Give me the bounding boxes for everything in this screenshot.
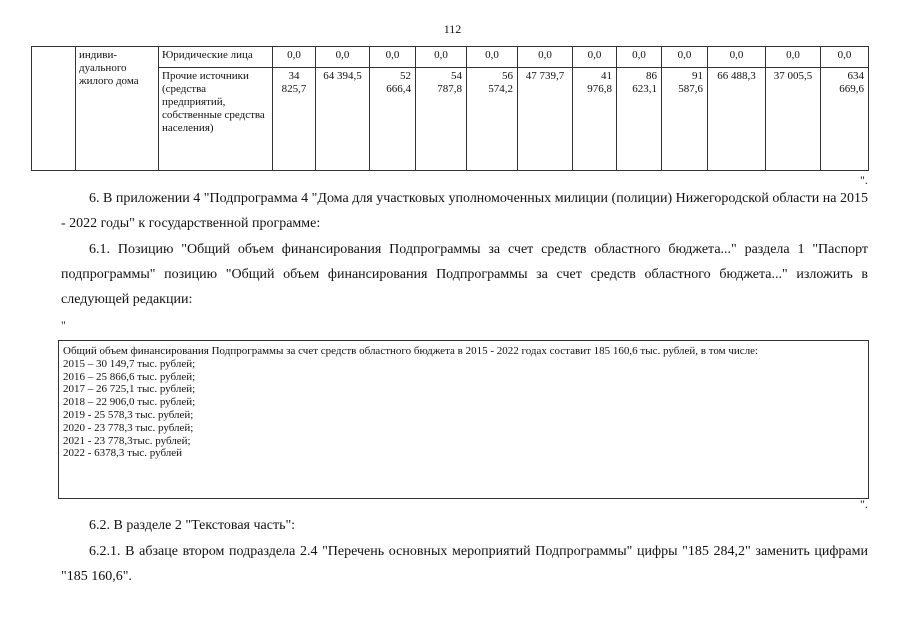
paragraph-6-1: 6.1. Позицию "Общий объем финансирования Подпрограммы за счет средств областного бюджета..." раздела 1 "Паспорт подпрограммы" позицию "Общий объем финансирования Подпрограммы за счет средств областного бюджета..." изложить в следующей редакции:	[61, 242, 868, 307]
year-line: 2017 – 26 725,1 тыс. рублей;	[63, 383, 196, 396]
value-cell: 54 787,8	[416, 68, 467, 171]
value-cell: 0,0	[273, 47, 316, 68]
value-cell: 47 739,7	[518, 68, 573, 171]
year-line: 2022 - 6378,3 тыс. рублей	[63, 447, 183, 460]
year-line: 2020 - 23 778,3 тыс. рублей;	[63, 421, 194, 434]
table-row	[32, 47, 869, 68]
paragraph-6-2-1: 6.2.1. В абзаце втором подраздела 2.4 "Перечень основных мероприятий Подпрограммы" цифры "185 284,2" заменить цифрами "185 160,6".	[61, 544, 868, 584]
value-cell: 86 623,1	[617, 68, 662, 171]
value-cell: 34 825,7	[273, 68, 316, 171]
value-cell: 64 394,5	[316, 68, 370, 171]
value-cell: 0,0	[316, 47, 370, 68]
year-line: 2018 – 22 906,0 тыс. рублей;	[63, 396, 196, 409]
year-line: 2021 - 23 778,3тыс. рублей;	[63, 434, 191, 447]
value-cell: 0,0	[708, 47, 766, 68]
value-cell: 41 976,8	[573, 68, 617, 171]
value-cell: 0,0	[416, 47, 467, 68]
page-number: 112	[443, 22, 462, 36]
value-cell: 91 587,6	[662, 68, 708, 171]
value-cell: 56 574,2	[467, 68, 518, 171]
value-cell: 0,0	[617, 47, 662, 68]
value-cell: 66 488,3	[708, 68, 766, 171]
source-label: Прочие источники (средства предприятий, собственные средства населения)	[159, 68, 273, 171]
closing-quote: ".	[860, 497, 868, 511]
financing-table	[31, 46, 869, 171]
value-cell: 0,0	[821, 47, 869, 68]
financing-box	[58, 340, 869, 499]
value-cell: 0,0	[662, 47, 708, 68]
value-cell: 634 669,6	[821, 68, 869, 171]
box-intro: Общий объем финансирования Подпрограммы за счет средств областного бюджета в 2015 - 2022 годах составит 185 160,6 тыс. рублей, в том числе:	[63, 345, 759, 357]
year-line: 2016 – 25 866,6 тыс. рублей;	[63, 370, 196, 383]
group-label: индиви- дуального жилого дома	[76, 47, 159, 171]
value-cell: 0,0	[766, 47, 821, 68]
opening-quote: "	[61, 318, 66, 332]
value-cell: 0,0	[467, 47, 518, 68]
value-cell: 37 005,5	[766, 68, 821, 171]
year-line: 2019 - 25 578,3 тыс. рублей;	[63, 408, 194, 421]
value-cell: 0,0	[370, 47, 416, 68]
paragraph-6-2: 6.2. В разделе 2 "Текстовая часть":	[89, 518, 296, 533]
value-cell: 0,0	[573, 47, 617, 68]
value-cell: 0,0	[518, 47, 573, 68]
source-label: Юридические лица	[159, 47, 273, 68]
value-cell: 52 666,4	[370, 68, 416, 171]
empty-cell	[32, 47, 76, 171]
year-line: 2015 – 30 149,7 тыс. рублей;	[63, 357, 196, 370]
closing-quote: ".	[860, 173, 868, 187]
paragraph-6: 6. В приложении 4 "Подпрограмма 4 "Дома для участковых уполномоченных милиции (полиции) Нижегородской области на 2015 - 2022 годы" к государственной программе:	[61, 191, 868, 231]
